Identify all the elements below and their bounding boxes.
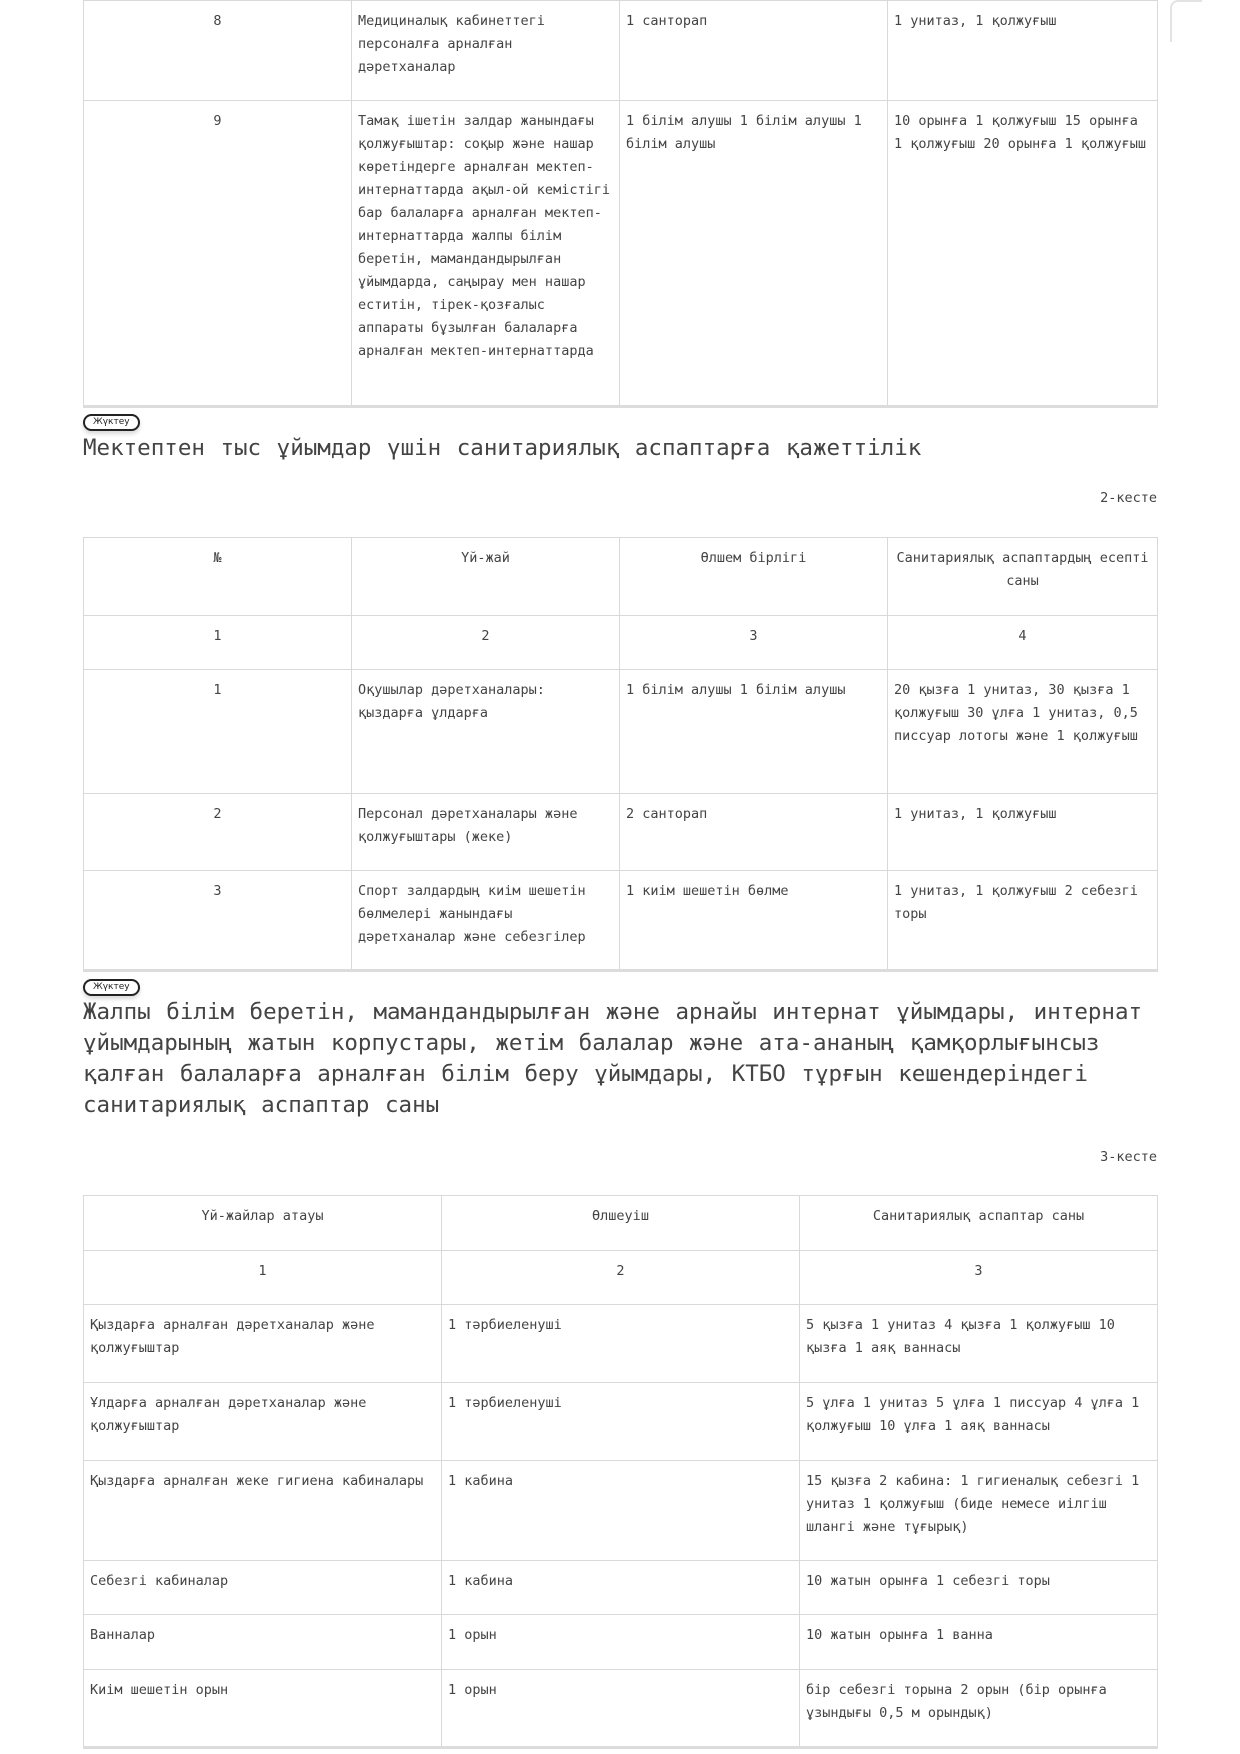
table-row: [84, 1670, 1158, 1748]
room-cell: Оқушылар дәретханалары: қыздарға ұлдарға: [352, 670, 620, 794]
column-header: Санитариялық аспаптар саны: [800, 1196, 1158, 1251]
unit-cell: 1 кабина: [442, 1461, 800, 1561]
table-row: [84, 871, 1158, 971]
row-number: 1: [84, 670, 352, 794]
column-header: Үй-жайлар атауы: [84, 1196, 442, 1251]
unit-cell: 1 тәрбиеленуші: [442, 1383, 800, 1461]
table-header-row: [84, 538, 1158, 616]
column-number: 1: [84, 1251, 442, 1305]
unit-cell: 1 орын: [442, 1615, 800, 1670]
count-cell: 20 қызға 1 унитаз, 30 қызға 1 қолжуғыш 30 ұлға 1 унитаз, 0,5 писсуар лотогы және 1 қолжуғыш: [888, 670, 1158, 794]
section-title: Мектептен тыс ұйымдар үшін санитариялық аспаптарға қажеттілік: [83, 435, 922, 461]
table-row: [84, 1, 1158, 101]
table-row: [84, 1615, 1158, 1670]
table-1: [83, 0, 1158, 408]
room-cell: Тамақ ішетін залдар жанындағы қолжуғыштар: соқыр және нашар көретіндерге арналған мектеп-интернаттарда ақыл-ой кемістігі бар балаларға арналған мектеп-интернаттарда жалпы білім беретін, мамандандырылған ұйымдарда, саңырау мен нашар еститін, тірек-қозғалыс аппараты бұзылған балаларға арналған мектеп-интернаттарда: [352, 101, 620, 407]
room-cell: Қыздарға арналған жеке гигиена кабиналары: [84, 1461, 442, 1561]
room-cell: Себезгі кабиналар: [84, 1561, 442, 1615]
table-1-continuation: [83, 0, 1158, 408]
column-header: №: [84, 538, 352, 616]
table-2: [83, 537, 1158, 972]
count-cell: 15 қызға 2 кабина: 1 гигиеналық себезгі 1 унитаз 1 қолжуғыш (биде немесе иілгіш шлангі және тұғырық): [800, 1461, 1158, 1561]
table-2-container: [83, 537, 1158, 972]
download-button[interactable]: Жүктеу: [83, 979, 140, 996]
table-row: [84, 101, 1158, 407]
column-number: 2: [352, 616, 620, 670]
room-cell: Медициналық кабинеттегі персоналға арналған дәретханалар: [352, 1, 620, 101]
column-number-row: [84, 616, 1158, 670]
count-cell: 1 унитаз, 1 қолжуғыш: [888, 794, 1158, 871]
table-row: [84, 1305, 1158, 1383]
unit-cell: 1 киім шешетін бөлме: [620, 871, 888, 971]
column-number: 4: [888, 616, 1158, 670]
column-header: Үй-жай: [352, 538, 620, 616]
table-row: [84, 1383, 1158, 1461]
count-cell: 10 орынға 1 қолжуғыш 15 орынға 1 қолжуғыш 20 орынға 1 қолжуғыш: [888, 101, 1158, 407]
row-number: 3: [84, 871, 352, 971]
unit-cell: 1 кабина: [442, 1561, 800, 1615]
table-3: [83, 1195, 1158, 1749]
room-cell: Ұлдарға арналған дәретханалар және қолжуғыштар: [84, 1383, 442, 1461]
table-row: [84, 794, 1158, 871]
room-cell: Спорт залдардың киім шешетін бөлмелері жанындағы дәретханалар және себезгілер: [352, 871, 620, 971]
column-number: 3: [800, 1251, 1158, 1305]
count-cell: 1 унитаз, 1 қолжуғыш: [888, 1, 1158, 101]
table-label: 2-кесте: [1100, 490, 1157, 506]
unit-cell: 1 санторап: [620, 1, 888, 101]
table-row: [84, 1561, 1158, 1615]
count-cell: бір себезгі торына 2 орын (бір орынға ұзындығы 0,5 м орындық): [800, 1670, 1158, 1748]
column-header: Өлшеуіш: [442, 1196, 800, 1251]
count-cell: 5 қызға 1 унитаз 4 қызға 1 қолжуғыш 10 қызға 1 аяқ ваннасы: [800, 1305, 1158, 1383]
room-cell: Ванналар: [84, 1615, 442, 1670]
column-number: 2: [442, 1251, 800, 1305]
count-cell: 10 жатын орынға 1 ванна: [800, 1615, 1158, 1670]
table-header-row: [84, 1196, 1158, 1251]
download-button[interactable]: Жүктеу: [83, 414, 140, 431]
table-3-container: [83, 1195, 1158, 1749]
column-header: Өлшем бірлігі: [620, 538, 888, 616]
room-cell: Қыздарға арналған дәретханалар және қолжуғыштар: [84, 1305, 442, 1383]
table-label: 3-кесте: [1100, 1149, 1157, 1165]
unit-cell: 1 білім алушы 1 білім алушы 1 білім алушы: [620, 101, 888, 407]
table-row: [84, 670, 1158, 794]
unit-cell: 1 білім алушы 1 білім алушы: [620, 670, 888, 794]
column-number: 1: [84, 616, 352, 670]
count-cell: 5 ұлға 1 унитаз 5 ұлға 1 писсуар 4 ұлға 1 қолжуғыш 10 ұлға 1 аяқ ваннасы: [800, 1383, 1158, 1461]
room-cell: Персонал дәретханалары және қолжуғыштары (жеке): [352, 794, 620, 871]
column-number-row: [84, 1251, 1158, 1305]
side-panel-tab[interactable]: [1170, 0, 1202, 42]
unit-cell: 2 санторап: [620, 794, 888, 871]
row-number: 2: [84, 794, 352, 871]
section-title: Жалпы білім беретін, мамандандырылған және арнайы интернат ұйымдары, интернат ұйымдарының жатын корпустары, жетім балалар және ата-ананың қамқорлығынсыз қалған балаларға арналған білім беру ұйымдары, КТБО тұрғын кешендеріндегі санитариялық аспаптар саны: [83, 999, 1143, 1118]
table-row: [84, 1461, 1158, 1561]
column-header: Санитариялық аспаптардың есепті саны: [888, 538, 1158, 616]
unit-cell: 1 тәрбиеленуші: [442, 1305, 800, 1383]
row-number: 8: [84, 1, 352, 101]
row-number: 9: [84, 101, 352, 407]
count-cell: 1 унитаз, 1 қолжуғыш 2 себезгі торы: [888, 871, 1158, 971]
count-cell: 10 жатын орынға 1 себезгі торы: [800, 1561, 1158, 1615]
column-number: 3: [620, 616, 888, 670]
unit-cell: 1 орын: [442, 1670, 800, 1748]
room-cell: Киім шешетін орын: [84, 1670, 442, 1748]
